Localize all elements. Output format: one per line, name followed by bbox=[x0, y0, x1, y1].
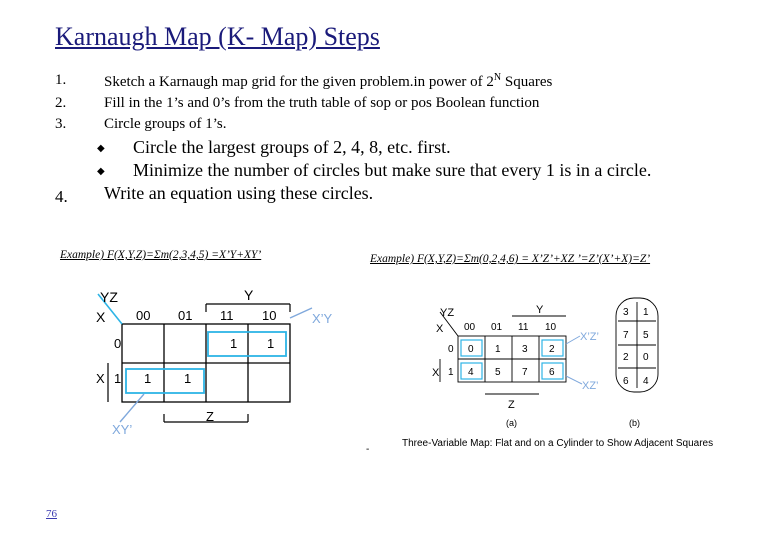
step-1-text-main: Sketch a Karnaugh map grid for the given problem.in power of 2 bbox=[104, 74, 494, 90]
step-3-text: Circle groups of 1’s. bbox=[104, 116, 227, 132]
cylinder-cell: 2 bbox=[623, 352, 629, 363]
kmap-2-row-header: 0 bbox=[448, 344, 454, 355]
kmap-1-cell: 1 bbox=[144, 371, 152, 386]
kmap-2-cell: 6 bbox=[549, 367, 555, 378]
kmap-2-label-a: (a) bbox=[506, 418, 517, 428]
slide-title: Karnaugh Map (K- Map) Steps bbox=[55, 22, 380, 51]
kmap-1-cell: 1 bbox=[184, 371, 192, 386]
kmap-1-row-x-label: X bbox=[96, 371, 105, 386]
step-4-number: 4. bbox=[55, 187, 68, 206]
step-2-text: Fill in the 1’s and 0’s from the truth table of sop or pos Boolean function bbox=[104, 95, 540, 111]
kmap-2-cell: 4 bbox=[468, 367, 474, 378]
annotation-arrow bbox=[566, 376, 582, 384]
figure-caption: Three-Variable Map: Flat and on a Cylinder to Show Adjacent Squares bbox=[402, 438, 714, 449]
bullet-diamond-icon: ◆ bbox=[97, 143, 105, 154]
kmap-2-cell: 3 bbox=[522, 344, 528, 355]
kmap-1-row-header: 1 bbox=[114, 371, 122, 386]
step-1-text-end: Squares bbox=[501, 74, 553, 90]
kmap-2-cell: 1 bbox=[495, 344, 501, 355]
step-1-superscript: N bbox=[493, 72, 502, 83]
kmap-1-col-header: 11 bbox=[220, 308, 234, 323]
kmap-1-group-xpy bbox=[208, 332, 286, 356]
cylinder-cell: 0 bbox=[643, 352, 649, 363]
page-number: 76 bbox=[46, 508, 57, 520]
kmap-1-annotation-bottom: XY’ bbox=[112, 422, 133, 437]
kmap-1-z-label: Z bbox=[206, 409, 214, 424]
kmap-2-y-label: Y bbox=[536, 304, 544, 316]
kmap-2-col-header: 10 bbox=[545, 322, 557, 333]
step-4-text: Write an equation using these circles. bbox=[104, 183, 374, 203]
kmap-2-cell: 7 bbox=[522, 367, 528, 378]
step-3-number: 3. bbox=[55, 116, 67, 132]
kmap-2-label-b: (b) bbox=[629, 418, 640, 428]
kmap-2-col-header: 00 bbox=[464, 322, 476, 333]
kmap-1-grid bbox=[122, 324, 290, 402]
example-2-kmap bbox=[420, 296, 760, 456]
kmap-1-cell: 1 bbox=[267, 336, 275, 351]
example-1-caption: Example) F(X,Y,Z)=Σm(2,3,4,5) =X’Y+XY’ bbox=[60, 249, 262, 261]
kmap-2-cell: 5 bbox=[495, 367, 501, 378]
cylinder-cell: 3 bbox=[623, 307, 629, 318]
cylinder-cell: 5 bbox=[643, 330, 649, 341]
kmap-1-x-label: X bbox=[96, 309, 106, 325]
step-1-text bbox=[104, 72, 552, 91]
bullet-1-text: Circle the largest groups of 2, 4, 8, etc. first. bbox=[133, 137, 451, 157]
example-1-kmap bbox=[80, 282, 350, 442]
kmap-2-z-label: Z bbox=[508, 399, 515, 411]
cylinder-cell: 4 bbox=[643, 376, 649, 387]
kmap-2-annotation-bottom: XZ’ bbox=[582, 380, 599, 392]
kmap-1-col-header: 00 bbox=[136, 308, 151, 323]
step-1-number: 1. bbox=[55, 72, 67, 88]
kmap-2-cell: 0 bbox=[468, 344, 474, 355]
example-2-caption: Example) F(X,Y,Z)=Σm(0,2,4,6) = X’Z’+XZ ’=Z’(X’+X)=Z’ bbox=[370, 253, 651, 265]
kmap-2-yz-label: YZ bbox=[440, 307, 455, 319]
kmap-2-cell: 2 bbox=[549, 344, 555, 355]
kmap-2-row-header: 1 bbox=[448, 367, 454, 378]
kmap-1-cell: 1 bbox=[230, 336, 238, 351]
annotation-arrow bbox=[566, 336, 580, 344]
kmap-2-annotation-top: X’Z’ bbox=[580, 331, 599, 343]
bullet-diamond-icon: ◆ bbox=[97, 166, 105, 177]
kmap-1-annotation-right: X’Y bbox=[312, 311, 333, 326]
cylinder-cell: 7 bbox=[623, 330, 629, 341]
kmap-1-y-label: Y bbox=[244, 287, 254, 303]
kmap-2-x-label: X bbox=[436, 323, 444, 335]
cylinder-cell: 1 bbox=[643, 307, 649, 318]
kmap-1-group-xyp bbox=[126, 369, 204, 393]
step-2-number: 2. bbox=[55, 95, 67, 111]
annotation-arrow bbox=[290, 308, 312, 318]
kmap-2-col-header: 11 bbox=[518, 322, 529, 333]
kmap-1-col-header: 01 bbox=[178, 308, 193, 323]
kmap-1-col-header: 10 bbox=[262, 308, 277, 323]
bullet-2-text: Minimize the number of circles but make sure that every 1 is in a circle. bbox=[133, 160, 652, 180]
figure-dash: - bbox=[366, 444, 370, 455]
kmap-2-col-header: 01 bbox=[491, 322, 503, 333]
kmap-2-row-x-label: X bbox=[432, 367, 440, 379]
kmap-1-yz-label: YZ bbox=[100, 289, 118, 305]
annotation-arrow bbox=[120, 394, 144, 422]
cylinder-cell: 6 bbox=[623, 376, 629, 387]
kmap-1-row-header: 0 bbox=[114, 336, 122, 351]
